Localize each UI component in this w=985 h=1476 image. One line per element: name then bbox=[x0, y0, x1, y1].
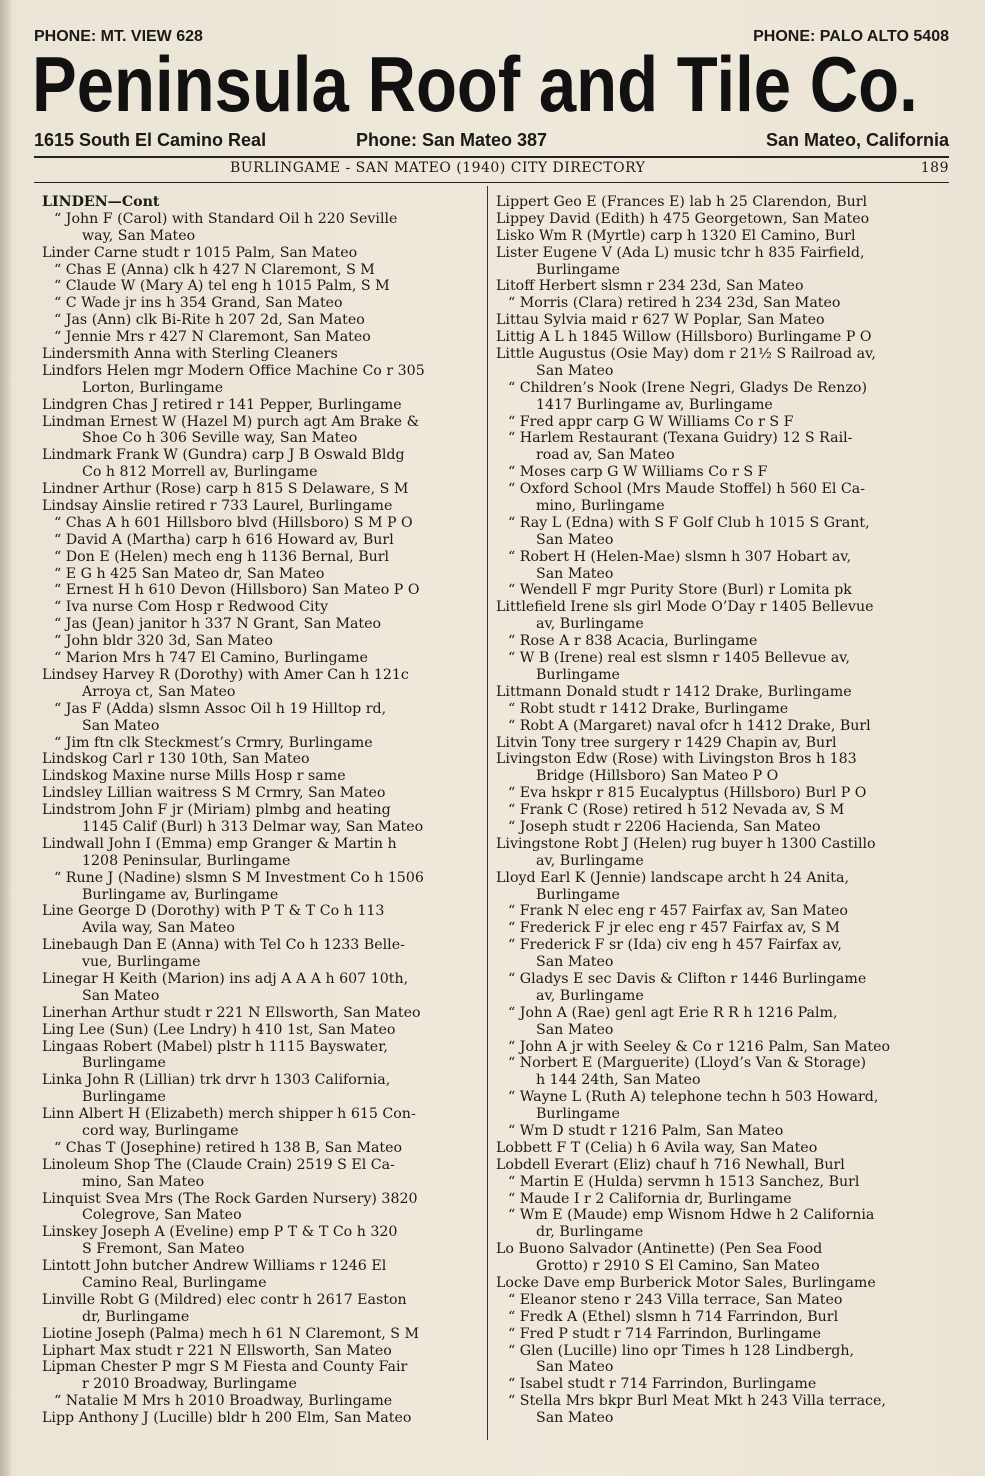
directory-line: Linskey Joseph A (Eveline) emp P T & T Co h 320 bbox=[42, 1224, 398, 1241]
directory-line: San Mateo bbox=[536, 362, 614, 379]
ad-city: San Mateo, California bbox=[765, 130, 949, 150]
directory-line: “ David A (Martha) carp h 616 Howard av, Burl bbox=[54, 531, 394, 548]
directory-line: Grotto) r 2910 S El Camino, San Mateo bbox=[536, 1258, 820, 1275]
ad-phone-left: PHONE: MT. VIEW 628 bbox=[34, 28, 203, 45]
directory-line: Linebaugh Dan E (Anna) with Tel Co h 1233 Belle- bbox=[42, 937, 405, 954]
directory-line: Ling Lee (Sun) (Lee Lndry) h 410 1st, San Mateo bbox=[42, 1021, 396, 1038]
advertisement-bottom-row bbox=[34, 130, 949, 154]
directory-line: “ Robert H (Helen-Mae) slsmn h 307 Hobart av, bbox=[508, 548, 852, 565]
directory-line: “ John A jr with Seeley & Co r 1216 Palm, San Mateo bbox=[508, 1038, 891, 1055]
directory-line: San Mateo bbox=[536, 1410, 614, 1427]
directory-line: “ Ray L (Edna) with S F Golf Club h 1015 S Grant, bbox=[508, 514, 870, 531]
directory-line: Lloyd Earl K (Jennie) landscape archt h 24 Anita, bbox=[496, 869, 849, 886]
directory-line: Locke Dave emp Burberick Motor Sales, Burlingame bbox=[496, 1275, 876, 1291]
directory-line: Litvin Tony tree surgery r 1429 Chapin av, Burl bbox=[496, 734, 837, 751]
directory-line: av, Burlingame bbox=[536, 616, 644, 633]
directory-line: “ Claude W (Mary A) tel eng h 1015 Palm, S M bbox=[54, 278, 390, 295]
header-rule-top bbox=[34, 156, 949, 158]
directory-line: “ Gladys E sec Davis & Clifton r 1446 Burlingame bbox=[508, 970, 867, 987]
directory-line: “ E G h 425 San Mateo dr, San Mateo bbox=[54, 565, 325, 582]
directory-line: Lobbett F T (Celia) h 6 Avila way, San Mateo bbox=[496, 1139, 818, 1156]
running-head-title: BURLINGAME - SAN MATEO (1940) CITY DIRECTORY bbox=[230, 160, 646, 176]
directory-line: Line George D (Dorothy) with P T & T Co h 113 bbox=[42, 903, 385, 920]
directory-line: San Mateo bbox=[536, 531, 614, 548]
directory-line: Lindsey Harvey R (Dorothy) with Amer Can h 121c bbox=[42, 666, 409, 683]
directory-line: “ Eleanor steno r 243 Villa terrace, San Mateo bbox=[508, 1291, 843, 1308]
directory-line: San Mateo bbox=[82, 717, 160, 734]
directory-line: Lorton, Burlingame bbox=[82, 379, 224, 396]
running-head bbox=[34, 160, 949, 180]
directory-line: h 144 24th, San Mateo bbox=[536, 1072, 701, 1089]
directory-line: “ Morris (Clara) retired h 234 23d, San Mateo bbox=[508, 295, 841, 312]
directory-line: “ Frederick F sr (Ida) civ eng h 457 Fairfax av, bbox=[508, 937, 842, 954]
directory-line: “ Fredk A (Ethel) slsmn h 714 Farrindon, Burl bbox=[508, 1308, 839, 1325]
directory-line: Lindfors Helen mgr Modern Office Machine Co r 305 bbox=[42, 362, 425, 379]
directory-line: “ Stella Mrs bkpr Burl Meat Mkt h 243 Villa terrace, bbox=[508, 1393, 886, 1410]
directory-line: av, Burlingame bbox=[536, 987, 644, 1004]
directory-line: Lisko Wm R (Myrtle) carp h 1320 El Camino, Burl bbox=[496, 227, 856, 244]
directory-line: “ Frank N elec eng r 457 Fairfax av, San Mateo bbox=[508, 903, 848, 920]
right-column bbox=[496, 194, 952, 1427]
directory-line: Lintott John butcher Andrew Williams r 1246 El bbox=[42, 1258, 387, 1275]
directory-line: way, San Mateo bbox=[82, 227, 196, 244]
directory-line: Litoff Herbert slsmn r 234 23d, San Mateo bbox=[496, 278, 804, 295]
directory-line: Shoe Co h 306 Seville way, San Mateo bbox=[82, 430, 358, 447]
column-divider bbox=[487, 186, 488, 1440]
directory-line: Lingaas Robert (Mabel) plstr h 1115 Bayswater, bbox=[42, 1038, 388, 1055]
directory-line: mino, San Mateo bbox=[82, 1173, 205, 1190]
directory-line: “ Harlem Restaurant (Texana Guidry) 12 S Rail- bbox=[508, 430, 853, 447]
directory-line: “ Chas E (Anna) clk h 427 N Claremont, S M bbox=[54, 261, 375, 278]
directory-line: “ Martin E (Hulda) servmn h 1513 Sanchez, Burl bbox=[508, 1173, 860, 1190]
directory-line: dr, Burlingame bbox=[536, 1224, 644, 1241]
directory-line: “ John F (Carol) with Standard Oil h 220 Seville bbox=[54, 210, 398, 227]
directory-line: “ C Wade jr ins h 354 Grand, San Mateo bbox=[54, 295, 343, 312]
directory-line: Lindsay Ainslie retired r 733 Laurel, Burlingame bbox=[42, 498, 393, 515]
directory-line: Livingstone Robt J (Helen) rug buyer h 1300 Castillo bbox=[496, 835, 876, 852]
directory-line: Liotine Joseph (Palma) mech h 61 N Claremont, S M bbox=[42, 1325, 420, 1342]
directory-line: “ Chas A h 601 Hillsboro blvd (Hillsboro) S M P O bbox=[54, 514, 413, 531]
directory-line: Lindmark Frank W (Gundra) carp J B Oswald Bldg bbox=[42, 447, 405, 464]
directory-line: “ Rune J (Nadine) slsmn S M Investment Co h 1506 bbox=[54, 869, 424, 886]
directory-line: Linoleum Shop The (Claude Crain) 2519 S El Ca- bbox=[42, 1156, 395, 1173]
directory-line: “ Isabel studt r 714 Farrindon, Burlingame bbox=[508, 1376, 817, 1393]
directory-line: Arroya ct, San Mateo bbox=[82, 683, 236, 700]
ad-phone-right: PHONE: PALO ALTO 5408 bbox=[753, 28, 949, 45]
directory-line: “ Wm E (Maude) emp Wisnom Hdwe h 2 California bbox=[508, 1207, 875, 1224]
directory-line: Linder Carne studt r 1015 Palm, San Mateo bbox=[42, 244, 358, 261]
directory-line: av, Burlingame bbox=[536, 852, 644, 869]
directory-line: “ Robt A (Margaret) naval ofcr h 1412 Drake, Burl bbox=[508, 717, 871, 734]
directory-line: “ Jennie Mrs r 427 N Claremont, San Mateo bbox=[54, 329, 371, 346]
directory-line: Lipp Anthony J (Lucille) bldr h 200 Elm, San Mateo bbox=[42, 1410, 412, 1427]
directory-line: Linquist Svea Mrs (The Rock Garden Nursery) 3820 bbox=[42, 1190, 418, 1207]
directory-line: “ Maude I r 2 California dr, Burlingame bbox=[508, 1190, 792, 1207]
directory-line: “ W B (Irene) real est slsmn r 1405 Bellevue av, bbox=[508, 650, 851, 667]
directory-line: Lippert Geo E (Frances E) lab h 25 Clarendon, Burl bbox=[496, 194, 868, 210]
directory-line: Burlingame bbox=[82, 1055, 166, 1072]
directory-line: Lindwall John I (Emma) emp Granger & Martin h bbox=[42, 835, 397, 852]
directory-line: dr, Burlingame bbox=[82, 1308, 190, 1325]
directory-line: Littlefield Irene sls girl Mode O’Day r 1405 Bellevue bbox=[496, 599, 874, 616]
directory-line: “ Moses carp G W Williams Co r S F bbox=[508, 464, 768, 481]
directory-line: San Mateo bbox=[536, 1359, 614, 1376]
directory-line: San Mateo bbox=[536, 954, 614, 971]
directory-line: r 2010 Broadway, Burlingame bbox=[82, 1376, 297, 1393]
directory-line: road av, San Mateo bbox=[536, 447, 675, 464]
directory-line: “ Frank C (Rose) retired h 512 Nevada av, S M bbox=[508, 802, 845, 819]
directory-line: Burlingame bbox=[536, 886, 620, 903]
directory-line: S Fremont, San Mateo bbox=[82, 1241, 245, 1258]
directory-line: mino, Burlingame bbox=[536, 498, 665, 515]
directory-line: “ John A (Rae) genl agt Erie R R h 1216 Palm, bbox=[508, 1004, 838, 1021]
directory-line: “ Jas F (Adda) slsmn Assoc Oil h 19 Hilltop rd, bbox=[54, 700, 387, 717]
page-number: 189 bbox=[920, 160, 949, 176]
directory-line: Lindgren Chas J retired r 141 Pepper, Burlingame bbox=[42, 396, 402, 413]
directory-line: “ Oxford School (Mrs Maude Stoffel) h 560 El Ca- bbox=[508, 481, 866, 498]
directory-line: Little Augustus (Osie May) dom r 21½ S Railroad av, bbox=[496, 346, 876, 363]
directory-line: LINDEN—Cont bbox=[42, 194, 160, 210]
directory-line: Liphart Max studt r 221 N Ellsworth, San Mateo bbox=[42, 1342, 392, 1359]
directory-line: vue, Burlingame bbox=[82, 954, 201, 971]
directory-line: “ Natalie M Mrs h 2010 Broadway, Burlingame bbox=[54, 1393, 393, 1410]
directory-line: Burlingame av, Burlingame bbox=[82, 886, 279, 903]
directory-line: Lindner Arthur (Rose) carp h 815 S Delaware, S M bbox=[42, 481, 409, 498]
directory-line: Linville Robt G (Mildred) elec contr h 2617 Easton bbox=[42, 1291, 407, 1308]
directory-line: cord way, Burlingame bbox=[82, 1122, 239, 1139]
directory-line: “ Wm D studt r 1216 Palm, San Mateo bbox=[508, 1122, 784, 1139]
header-rule-bottom bbox=[34, 182, 949, 183]
directory-line: “ Chas T (Josephine) retired h 138 B, San Mateo bbox=[54, 1139, 403, 1156]
directory-line: “ Marion Mrs h 747 El Camino, Burlingame bbox=[54, 650, 368, 667]
directory-line: Lippey David (Edith) h 475 Georgetown, San Mateo bbox=[496, 210, 870, 227]
directory-line: “ Wendell F mgr Purity Store (Burl) r Lomita pk bbox=[508, 582, 852, 599]
directory-line: “ Fred appr carp G W Williams Co r S F bbox=[508, 413, 794, 430]
directory-line: “ Iva nurse Com Hosp r Redwood City bbox=[54, 599, 329, 616]
directory-line: Lindskog Carl r 130 10th, San Mateo bbox=[42, 751, 310, 768]
directory-line: “ John bldr 320 3d, San Mateo bbox=[54, 633, 273, 650]
left-column bbox=[42, 194, 482, 1427]
directory-line: Lindskog Maxine nurse Mills Hosp r same bbox=[42, 768, 346, 785]
directory-line: Lister Eugene V (Ada L) music tchr h 835 Fairfield, bbox=[496, 244, 865, 261]
directory-line: Littig A L h 1845 Willow (Hillsboro) Burlingame P O bbox=[496, 329, 872, 346]
directory-line: San Mateo bbox=[536, 565, 614, 582]
ad-address: 1615 South El Camino Real bbox=[34, 130, 267, 150]
directory-line: Lobdell Everart (Eliz) chauf h 716 Newhall, Burl bbox=[496, 1156, 845, 1173]
directory-line: Littmann Donald studt r 1412 Drake, Burlingame bbox=[496, 683, 852, 700]
directory-line: Linegar H Keith (Marion) ins adj A A A h 607 10th, bbox=[42, 970, 409, 987]
directory-line: Avila way, San Mateo bbox=[82, 920, 235, 937]
directory-line: Livingston Edw (Rose) with Livingston Bros h 183 bbox=[496, 751, 857, 768]
directory-line: “ Eva hskpr r 815 Eucalyptus (Hillsboro) Burl P O bbox=[508, 785, 867, 802]
directory-line: Burlingame bbox=[82, 1089, 166, 1106]
directory-line: Littau Sylvia maid r 627 W Poplar, San Mateo bbox=[496, 312, 825, 329]
directory-line: “ Glen (Lucille) lino opr Times h 128 Lindbergh, bbox=[508, 1342, 854, 1359]
directory-line: Linn Albert H (Elizabeth) merch shipper h 615 Con- bbox=[42, 1106, 416, 1123]
directory-line: “ Don E (Helen) mech eng h 1136 Bernal, Burl bbox=[54, 548, 390, 565]
directory-line: San Mateo bbox=[82, 987, 160, 1004]
directory-line: Linerhan Arthur studt r 221 N Ellsworth, San Mateo bbox=[42, 1004, 421, 1021]
ad-phone-mid: Phone: San Mateo 387 bbox=[356, 130, 548, 150]
directory-line: 1145 Calif (Burl) h 313 Delmar way, San Mateo bbox=[82, 818, 424, 835]
directory-line: “ Joseph studt r 2206 Hacienda, San Mateo bbox=[508, 818, 821, 835]
directory-line: “ Rose A r 838 Acacia, Burlingame bbox=[508, 633, 758, 650]
directory-line: Lipman Chester P mgr S M Fiesta and County Fair bbox=[42, 1359, 408, 1376]
directory-line: Burlingame bbox=[536, 666, 620, 683]
directory-line: “ Robt studt r 1412 Drake, Burlingame bbox=[508, 700, 789, 717]
ad-company-name: Peninsula Roof and Tile Co. bbox=[32, 40, 918, 128]
directory-line: Lindman Ernest W (Hazel M) purch agt Am Brake & bbox=[42, 413, 420, 430]
directory-line: Colegrove, San Mateo bbox=[82, 1207, 242, 1224]
directory-line: 1417 Burlingame av, Burlingame bbox=[536, 396, 773, 413]
directory-line: Lindstrom John F jr (Miriam) plmbg and heating bbox=[42, 802, 391, 819]
directory-line: Lindsley Lillian waitress S M Crmry, San Mateo bbox=[42, 785, 386, 802]
directory-line: Burlingame bbox=[536, 261, 620, 278]
directory-line: “ Children’s Nook (Irene Negri, Gladys De Renzo) bbox=[508, 379, 867, 396]
directory-line: San Mateo bbox=[536, 1021, 614, 1038]
directory-line: Lo Buono Salvador (Antinette) (Pen Sea Food bbox=[496, 1241, 823, 1258]
directory-line: “ Ernest H h 610 Devon (Hillsboro) San Mateo P O bbox=[54, 582, 420, 599]
directory-line: Camino Real, Burlingame bbox=[82, 1275, 267, 1291]
directory-line: Linka John R (Lillian) trk drvr h 1303 California, bbox=[42, 1072, 391, 1089]
directory-line: 1208 Peninsular, Burlingame bbox=[82, 852, 291, 869]
directory-line: “ Fred P studt r 714 Farrindon, Burlingame bbox=[508, 1325, 822, 1342]
directory-line: Burlingame bbox=[536, 1106, 620, 1123]
binding-shadow bbox=[0, 0, 12, 1476]
directory-line: “ Frederick F jr elec eng r 457 Fairfax av, S M bbox=[508, 920, 840, 937]
directory-line: Lindersmith Anna with Sterling Cleaners bbox=[42, 346, 338, 363]
directory-line: Bridge (Hillsboro) San Mateo P O bbox=[536, 768, 779, 785]
directory-line: “ Norbert E (Marguerite) (Lloyd’s Van & Storage) bbox=[508, 1055, 867, 1072]
directory-line: “ Jas (Jean) janitor h 337 N Grant, San Mateo bbox=[54, 616, 382, 633]
directory-line: Co h 812 Morrell av, Burlingame bbox=[82, 464, 318, 481]
directory-line: “ Jim ftn clk Steckmest’s Crmry, Burlingame bbox=[54, 734, 373, 751]
directory-line: “ Jas (Ann) clk Bi-Rite h 207 2d, San Mateo bbox=[54, 312, 365, 329]
directory-line: “ Wayne L (Ruth A) telephone techn h 503 Howard, bbox=[508, 1089, 879, 1106]
